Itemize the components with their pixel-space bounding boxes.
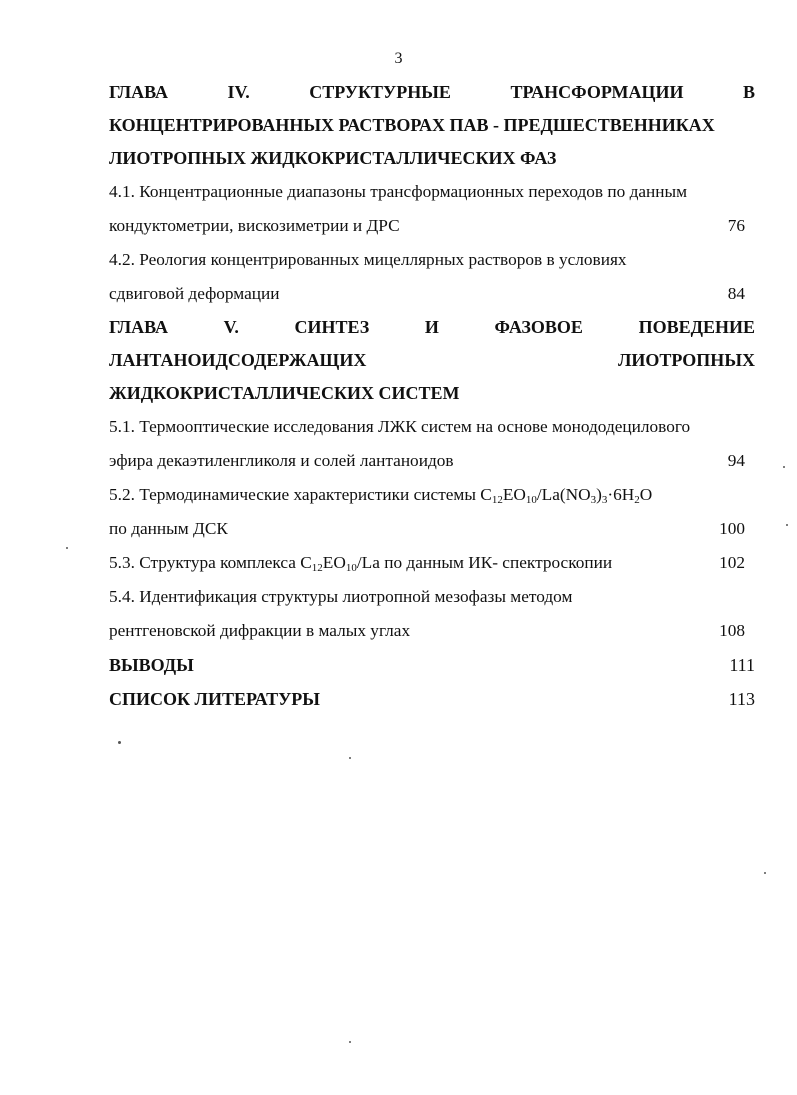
scan-speck — [118, 741, 121, 744]
toc-entry-5-4[interactable] — [109, 580, 755, 648]
entry-page-number: 84 — [727, 284, 745, 303]
entry-text: сдвиговой деформации — [109, 284, 280, 303]
heading-word: ФАЗОВОЕ — [494, 317, 583, 337]
toc-entry-5-1[interactable] — [109, 410, 755, 478]
scan-speck — [349, 1041, 351, 1043]
entry-text: СПИСОК ЛИТЕРАТУРЫ — [109, 689, 320, 709]
chapter-5-heading — [109, 311, 755, 410]
entry-text: эфира декаэтиленгликоля и солей лантаноидов — [109, 451, 454, 470]
heading-word: IV. — [227, 82, 250, 102]
page-number: 3 — [394, 50, 403, 67]
heading-word: И — [424, 317, 439, 337]
heading-word: ТРАНСФОРМАЦИИ — [510, 82, 684, 102]
toc-entry-references[interactable] — [109, 682, 755, 716]
entry-text: 4.2. Реология концентрированных мицеллярных растворов в условиях — [109, 250, 627, 269]
scan-speck — [786, 524, 788, 526]
chapter-4-heading-line-2: КОНЦЕНТРИРОВАННЫХ РАСТВОРАХ ПАВ - ПРЕДШЕСТВЕННИКАХ — [109, 115, 715, 135]
entry-text-formula: 5.3. Структура комплекса $C_{12}EO_{10}/La$ по данным ИК- спектроскопии — [109, 553, 613, 574]
table-of-contents — [109, 76, 755, 716]
scan-speck — [764, 872, 766, 874]
entry-text: по данным ДСК — [109, 519, 228, 538]
toc-entry-4-1[interactable] — [109, 175, 755, 243]
chapter-4-heading — [109, 76, 755, 175]
entry-page-number: 113 — [728, 689, 755, 709]
heading-word: СТРУКТУРНЫЕ — [309, 82, 451, 102]
heading-word: V. — [223, 317, 239, 337]
heading-word: ГЛАВА — [109, 317, 169, 337]
entry-text: 5.4. Идентификация структуры лиотропной мезофазы методом — [109, 587, 573, 606]
entry-page-number: 94 — [727, 451, 745, 470]
entry-text: ВЫВОДЫ — [109, 655, 194, 675]
heading-word: ЛИОТРОПНЫХ — [618, 350, 755, 370]
chapter-5-heading-line-3: ЖИДКОКРИСТАЛЛИЧЕСКИХ СИСТЕМ — [109, 383, 460, 403]
toc-entry-conclusions[interactable] — [109, 648, 755, 682]
entry-page-number: 108 — [719, 621, 745, 640]
scan-speck — [66, 547, 68, 549]
heading-word: ПОВЕДЕНИЕ — [638, 317, 755, 337]
entry-text-formula: 5.2. Термодинамические характеристики системы $C_{12}EO_{10}/La(NO_3)_3\cdot 6H_2O$ — [109, 485, 653, 506]
entry-page-number: 102 — [719, 553, 745, 572]
entry-page-number: 100 — [719, 519, 745, 538]
toc-entry-4-2[interactable] — [109, 243, 755, 311]
toc-entry-5-3[interactable] — [109, 546, 755, 580]
heading-word: СИНТЕЗ — [294, 317, 370, 337]
chapter-4-heading-line-3: ЛИОТРОПНЫХ ЖИДКОКРИСТАЛЛИЧЕСКИХ ФАЗ — [109, 148, 557, 168]
entry-page-number: 111 — [729, 655, 755, 675]
chapter-4-heading-line-1 — [109, 76, 755, 109]
scan-speck — [783, 466, 785, 468]
entry-text: рентгеновской дифракции в малых углах — [109, 621, 411, 640]
heading-word: ЛАНТАНОИДСОДЕРЖАЩИХ — [109, 350, 367, 370]
toc-entry-5-2[interactable] — [109, 478, 755, 546]
chapter-5-heading-line-2 — [109, 344, 755, 377]
entry-text: кондуктометрии, вискозиметрии и ДРС — [109, 216, 400, 235]
scan-speck — [349, 757, 351, 759]
entry-page-number: 76 — [727, 216, 745, 235]
heading-word: ГЛАВА — [109, 82, 169, 102]
chapter-5-heading-line-1 — [109, 311, 755, 344]
heading-word: В — [742, 82, 755, 102]
entry-text: 5.1. Термооптические исследования ЛЖК систем на основе монододецилового — [109, 417, 691, 436]
entry-text: 4.1. Концентрационные диапазоны трансформационных переходов по данным — [109, 182, 688, 201]
